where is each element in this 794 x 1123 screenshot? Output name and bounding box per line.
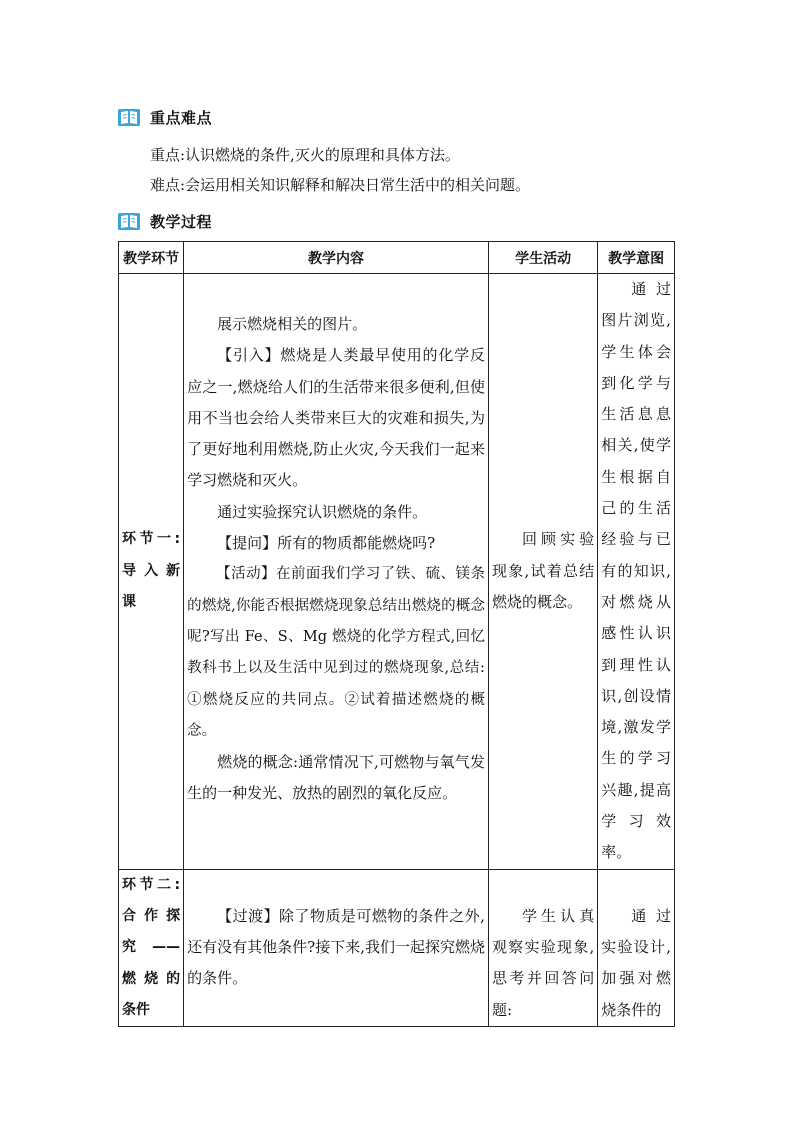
content-paragraph: 【提问】所有的物质都能燃烧吗? [217,534,436,553]
stage-cell [119,274,184,870]
stage-label: 环节二: 合作探 究—— 燃烧的 条件 [122,876,181,1018]
activity-cell [488,869,597,1026]
table-row [119,274,675,870]
header-content: 教学内容 [184,242,489,274]
table-header-row [119,242,675,274]
section-title: 教学过程 [150,212,213,231]
content-paragraph: 燃烧的概念:通常情况下,可燃物与氧气发生的一种发光、放热的剧烈的氧化反应。 [187,753,485,803]
section-key-points [118,105,212,129]
focus-text: 重点:认识燃烧的条件,灭火的原理和具体方法。 [150,146,460,164]
activity-cell [488,274,597,870]
content-paragraph: 【过渡】除了物质是可燃物的条件之外,还有没有其他条件?接下来,我们一起探究燃烧的条件。 [187,906,485,988]
content-paragraph: 【引入】燃烧是人类最早使用的化学反应之一,燃烧给人们的生活带来很多便利,但使用不当也会给人类带来巨大的灾难和损失,为了更好地利用燃烧,防止火灾,今天我们一起来学习燃烧和灭火。 [187,346,485,490]
section-teaching-process [118,209,212,233]
intent-cell [598,869,675,1026]
content-paragraph: 【活动】在前面我们学习了铁、硫、镁条的燃烧,你能否根据燃烧现象总结出燃烧的概念呢?写出 Fe、S、Mg 燃烧的化学方程式,回忆教科书上以及生活中见到过的燃烧现象,总结:①燃烧反应的共同点。②试着描述燃烧的概念。 [187,566,485,739]
activity-text: 回顾实验现象,试着总结燃烧的概念。 [491,530,595,611]
header-stage: 教学环节 [119,242,184,274]
content-paragraph: 展示燃烧相关的图片。 [217,315,368,333]
activity-text: 学生认真观察实验现象,思考并回答问题: [491,906,595,1019]
stage-label: 环节一: 导入新 课 [122,531,181,610]
stage-cell [119,869,184,1026]
header-intent: 教学意图 [598,242,675,274]
intent-text: 通过实验设计,加强对燃烧条件的 [601,906,671,1019]
content-cell [184,274,489,870]
section-title: 重点难点 [150,108,213,127]
table-row [119,869,675,1026]
difficulty-text: 难点:会运用相关知识解释和解决日常生活中的相关问题。 [150,176,531,194]
content-paragraph: 通过实验探究认识燃烧的条件。 [217,502,428,521]
intent-text: 通过图片浏览,学生体会到化学与生活息息相关,使学生根据自己的生活经验与已有的知识,对燃烧从感性认识到理性认识,创设情境,激发学生的学习兴趣,提高学习效率。 [601,280,671,862]
lesson-table [118,241,675,1027]
header-activity: 学生活动 [488,242,597,274]
intent-cell [598,274,675,870]
book-icon [118,107,140,127]
book-icon [118,211,140,231]
content-cell [184,869,489,1026]
